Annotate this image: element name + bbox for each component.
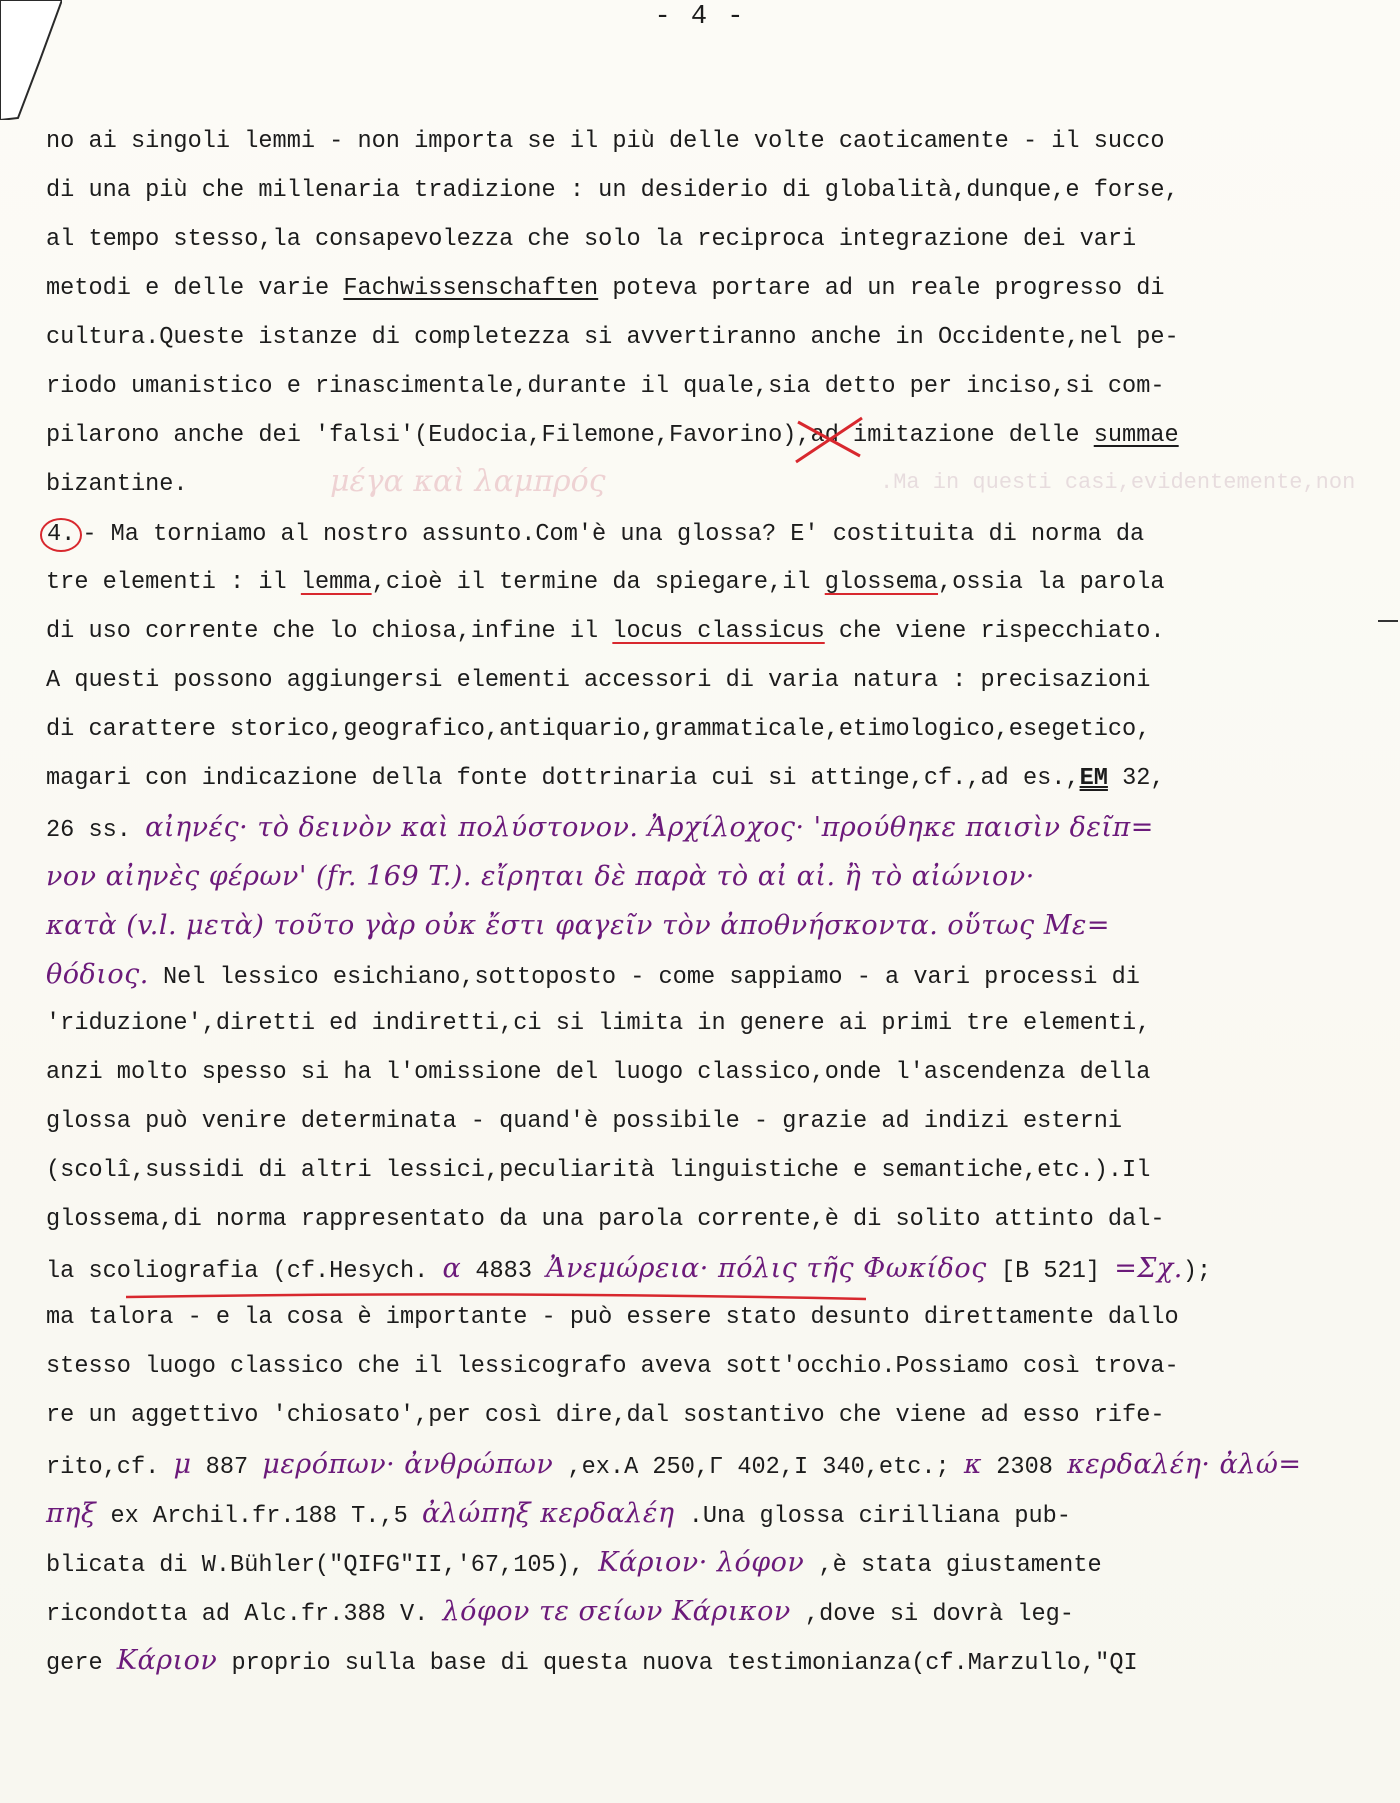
- text-line: [46, 1449, 1386, 1498]
- text-segment: Nel lessico esichiano,sottoposto - come sappiamo - a vari processi di: [148, 964, 1140, 991]
- text-segment: 4883: [461, 1258, 547, 1285]
- text-segment: ,ex.A 250,Γ 402,Ι 340,etc.;: [553, 1454, 964, 1481]
- text-line: [46, 1057, 1386, 1106]
- handwritten-greek: λόφον τε σείων Κάρικον: [442, 1596, 791, 1627]
- text-line: [46, 224, 1386, 273]
- handwritten-greek: πηξ: [46, 1498, 97, 1529]
- text-line: [46, 420, 1386, 469]
- text-line: [46, 1302, 1386, 1351]
- text-line: [46, 273, 1386, 322]
- text-line: [46, 1106, 1386, 1155]
- handwritten-greek: κερδαλέη· ἀλώ=: [1067, 1449, 1302, 1480]
- handwritten-greek: ἀλώπηξ κερδαλέη: [421, 1498, 675, 1529]
- text-segment: - Ma torniamo al nostro assunto.Com'è una glossa? E' costituita di norma da: [82, 521, 1145, 548]
- text-segment: ricondotta ad Alc.fr.388 V.: [46, 1601, 443, 1628]
- text-segment: ,dove si dovrà leg-: [790, 1601, 1074, 1628]
- text-line: [46, 714, 1386, 763]
- text-segment: ma talora - e la cosa è importante - può essere stato desunto direttamente dallo: [46, 1304, 1179, 1331]
- text-line: [46, 665, 1386, 714]
- handwritten-greek: μερόπων· ἀνθρώπων: [262, 1449, 554, 1480]
- text-segment: magari con indicazione della fonte dottrinaria cui si attinge,cf.,ad es.,: [46, 765, 1080, 792]
- text-segment: di uso corrente che lo chiosa,infine il: [46, 618, 613, 645]
- text-segment: metodi e delle varie: [46, 275, 344, 302]
- text-line: [46, 812, 1386, 861]
- text-line: [46, 861, 1386, 910]
- handwritten-greek: κ: [963, 1449, 983, 1480]
- text-segment: pilarono anche dei 'falsi'(Eudocia,Filemone,Favorino),ad imitazione delle: [46, 422, 1094, 449]
- margin-arrow-mark: [1378, 620, 1398, 622]
- text-line: [46, 1547, 1386, 1596]
- handwritten-greek: αἰηνές· τὸ δεινὸν καὶ πολύστονον. Ἀρχίλοχος· 'προύθηκε παισὶν δεῖπ=: [145, 812, 1154, 843]
- handwritten-greek: θόδιος.: [46, 959, 149, 990]
- text-segment: glossema,di norma rappresentato da una parola corrente,è di solito attinto dal-: [46, 1206, 1165, 1233]
- handwritten-greek: νον αἰηνὲς φέρων' (fr. 169 T.). εἴρηται δὲ παρὰ τὸ αἰ αἰ. ἢ τὸ αἰώνιον·: [46, 861, 1035, 892]
- text-line: [46, 1400, 1386, 1449]
- handwritten-greek: α: [442, 1253, 462, 1284]
- text-segment: no ai singoli lemmi - non importa se il più delle volte caoticamente - il succo: [46, 128, 1165, 155]
- text-segment: anzi molto spesso si ha l'omissione del luogo classico,onde l'ascendenza della: [46, 1059, 1151, 1086]
- text-segment: locus classicus: [612, 618, 825, 645]
- text-segment: lemma: [300, 569, 372, 596]
- text-line: [46, 959, 1386, 1008]
- text-line: [46, 910, 1386, 959]
- text-line: [46, 469, 1386, 518]
- text-segment: re un aggettivo 'chiosato',per così dire,dal sostantivo che viene ad esso rife-: [46, 1402, 1165, 1429]
- text-segment: 26 ss.: [46, 817, 146, 844]
- text-segment: la scoliografia (cf.Hesych.: [46, 1258, 443, 1285]
- text-line: [46, 763, 1386, 812]
- text-segment: bizantine.: [46, 471, 188, 498]
- text-line: [46, 1008, 1386, 1057]
- handwritten-greek: μ: [173, 1449, 192, 1480]
- text-segment: summae: [1093, 422, 1179, 449]
- text-segment: );: [1182, 1258, 1212, 1285]
- text-segment: poteva portare ad un reale progresso di: [598, 275, 1165, 302]
- handwritten-greek: Κάριον· λόφον: [598, 1547, 805, 1578]
- text-segment: ex Archil.fr.188 T.,5: [96, 1503, 422, 1530]
- text-segment: di una più che millenaria tradizione : un desiderio di globalità,dunque,e forse,: [46, 177, 1179, 204]
- text-segment: riodo umanistico e rinascimentale,durante il quale,sia detto per inciso,si com-: [46, 373, 1165, 400]
- text-line: [46, 1498, 1386, 1547]
- text-segment: rito,cf.: [46, 1454, 174, 1481]
- text-segment: 4.: [40, 518, 82, 552]
- text-segment: gere: [46, 1650, 117, 1677]
- text-segment: ,ossia la parola: [938, 569, 1165, 596]
- bleed-through-greek: μέγα καὶ λαμπρός: [330, 464, 606, 499]
- text-line: [46, 1155, 1386, 1204]
- text-line: [46, 1645, 1386, 1694]
- text-line: [46, 175, 1386, 224]
- text-segment: 'riduzione',diretti ed indiretti,ci si limita in genere ai primi tre elementi,: [46, 1010, 1151, 1037]
- text-segment: .Una glossa cirilliana pub-: [674, 1503, 1071, 1530]
- text-segment: A questi possono aggiungersi elementi accessori di varia natura : precisazioni: [46, 667, 1151, 694]
- text-segment: stesso luogo classico che il lessicografo aveva sott'occhio.Possiamo così trova-: [46, 1353, 1179, 1380]
- text-line: [46, 616, 1386, 665]
- text-segment: ,è stata giustamente: [804, 1552, 1102, 1579]
- page-number: - 4 -: [654, 2, 746, 32]
- text-segment: 887: [191, 1454, 263, 1481]
- text-segment: [B 521]: [986, 1258, 1115, 1285]
- text-segment: tre elementi : il: [46, 569, 301, 596]
- text-segment: Fachwissenschaften: [343, 275, 599, 302]
- text-segment: che viene rispecchiato.: [824, 618, 1165, 645]
- text-line: [46, 322, 1386, 371]
- text-segment: cultura.Queste istanze di completezza si avvertiranno anche in Occidente,nel pe-: [46, 324, 1179, 351]
- text-segment: EM: [1079, 765, 1108, 792]
- handwritten-greek: =Σχ.: [1114, 1253, 1183, 1284]
- handwritten-greek: κατὰ (v.l. μετὰ) τοῦτο γὰρ οὐκ ἔστι φαγεῖν τὸν ἀποθνήσκοντα. οὕτως Με=: [46, 910, 1111, 941]
- typed-body-text: [46, 126, 1386, 1694]
- text-segment: blicata di W.Bühler("QIFG"II,'67,105),: [46, 1552, 599, 1579]
- text-segment: 32,: [1107, 765, 1165, 792]
- red-underline-mark: [126, 1289, 866, 1303]
- text-segment: proprio sulla base di questa nuova testimonianza(cf.Marzullo,"QI: [217, 1650, 1138, 1677]
- bleed-through-text: .Ma in questi casi,evidentemente,non: [880, 470, 1356, 495]
- text-line: [46, 567, 1386, 616]
- text-segment: glossa può venire determinata - quand'è possibile - grazie ad indizi esterni: [46, 1108, 1123, 1135]
- text-line: [46, 1351, 1386, 1400]
- handwritten-greek: Ἀνεμώρεια· πόλις τῆς Φωκίδος: [546, 1253, 987, 1284]
- text-line: [46, 126, 1386, 175]
- handwritten-greek: Κάριον: [116, 1645, 218, 1676]
- text-line: [46, 1204, 1386, 1253]
- text-segment: (scolî,sussidi di altri lessici,peculiarità linguistiche e semantiche,etc.).Il: [46, 1157, 1151, 1184]
- text-segment: di carattere storico,geografico,antiquario,grammaticale,etimologico,esegetico,: [46, 716, 1151, 743]
- text-segment: ,cioè il termine da spiegare,il: [371, 569, 825, 596]
- text-line: [46, 1596, 1386, 1645]
- text-segment: 2308: [982, 1454, 1068, 1481]
- text-line: [46, 518, 1386, 567]
- text-segment: glossema: [824, 569, 939, 596]
- text-line: [46, 371, 1386, 420]
- text-segment: al tempo stesso,la consapevolezza che solo la reciproca integrazione dei vari: [46, 226, 1137, 253]
